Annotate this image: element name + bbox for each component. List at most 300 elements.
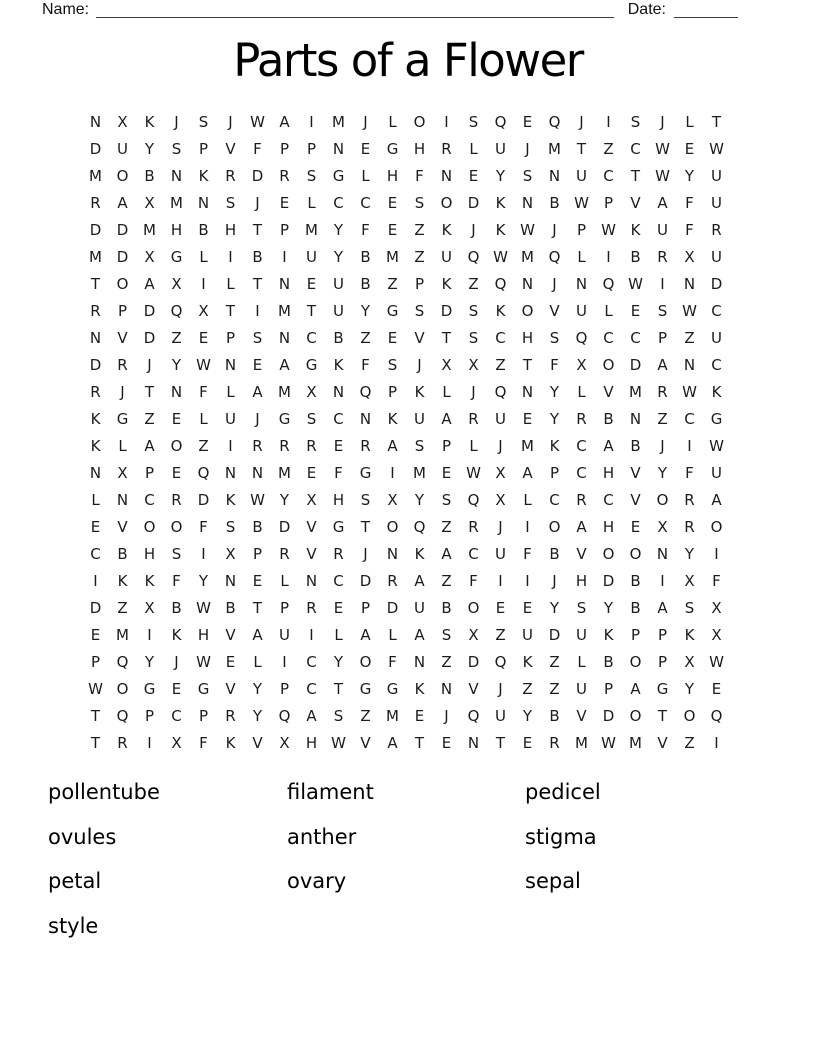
grid-letter: L (253, 653, 262, 671)
grid-letter: E (306, 464, 317, 482)
grid-letter: R (171, 491, 182, 509)
grid-letter: P (603, 680, 614, 698)
grid-letter: C (306, 653, 317, 671)
grid-letter: F (469, 572, 478, 590)
grid-letter: W (601, 734, 616, 752)
grid-letter: O (629, 707, 642, 725)
grid-letter: U (225, 410, 236, 428)
grid-letter: B (360, 248, 371, 266)
grid-letter: U (711, 194, 722, 212)
grid-letter: S (252, 329, 263, 347)
grid-letter: K (630, 221, 641, 239)
grid-letter: I (93, 572, 98, 590)
grid-letter: O (143, 518, 156, 536)
grid-letter: M (89, 167, 102, 185)
grid-letter: B (225, 599, 236, 617)
grid-letter: S (630, 113, 641, 131)
grid-letter: F (550, 356, 559, 374)
grid-letter: G (710, 410, 723, 428)
word-list (48, 779, 745, 957)
grid-letter: X (144, 248, 155, 266)
grid-letter: S (414, 437, 425, 455)
grid-letter: J (363, 545, 368, 563)
word-list-item: sepal (525, 869, 581, 893)
grid-letter: E (90, 626, 101, 644)
grid-letter: I (309, 626, 314, 644)
word-list-empty (287, 913, 525, 958)
grid-letter: A (711, 491, 722, 509)
grid-letter: N (197, 194, 210, 212)
grid-letter: A (252, 383, 263, 401)
grid-letter: L (226, 275, 235, 293)
grid-letter: O (116, 275, 129, 293)
grid-letter: N (332, 140, 345, 158)
grid-letter: N (683, 356, 696, 374)
grid-letter: D (89, 599, 102, 617)
grid-letter: P (198, 707, 209, 725)
grid-letter: O (710, 518, 723, 536)
grid-letter: G (278, 410, 291, 428)
grid-letter: E (387, 194, 398, 212)
grid-letter: N (521, 194, 534, 212)
grid-letter: C (306, 329, 317, 347)
grid-letter: Y (360, 302, 371, 320)
grid-letter: O (386, 518, 399, 536)
grid-letter: E (495, 599, 506, 617)
grid-letter: P (576, 221, 587, 239)
grid-letter: C (333, 194, 344, 212)
grid-letter: T (414, 734, 425, 752)
grid-letter: D (467, 194, 480, 212)
grid-letter: B (252, 248, 263, 266)
grid-letter: H (170, 221, 183, 239)
grid-letter: N (332, 383, 345, 401)
grid-letter: F (199, 734, 208, 752)
grid-letter: X (576, 356, 587, 374)
grid-letter: R (306, 599, 317, 617)
word-list-item: filament (287, 780, 374, 804)
grid-letter: S (225, 518, 236, 536)
grid-letter: K (549, 437, 560, 455)
grid-letter: P (414, 275, 425, 293)
grid-letter: U (495, 545, 506, 563)
grid-letter: H (224, 221, 237, 239)
grid-letter: T (252, 599, 263, 617)
grid-letter: O (116, 680, 129, 698)
grid-letter: C (576, 464, 587, 482)
grid-letter: S (387, 356, 398, 374)
grid-letter: W (520, 221, 535, 239)
grid-letter: Q (359, 383, 372, 401)
grid-letter: Y (333, 248, 344, 266)
grid-letter: G (656, 680, 669, 698)
grid-letter: J (498, 518, 503, 536)
grid-letter: E (171, 410, 182, 428)
grid-letter: F (685, 194, 694, 212)
grid-letter: V (549, 302, 560, 320)
grid-letter: S (468, 302, 479, 320)
grid-letter: Z (522, 680, 533, 698)
grid-letter: K (603, 626, 614, 644)
grid-letter: Q (494, 275, 507, 293)
grid-letter: N (440, 167, 453, 185)
grid-letter: M (116, 626, 129, 644)
grid-letter: D (440, 302, 453, 320)
grid-letter: F (685, 464, 694, 482)
word-list-empty (525, 913, 745, 958)
grid-letter: X (171, 734, 182, 752)
grid-letter: E (333, 599, 344, 617)
grid-letter: Y (684, 167, 695, 185)
grid-letter: X (684, 248, 695, 266)
grid-letter: D (116, 248, 129, 266)
grid-letter: Z (549, 653, 560, 671)
grid-letter: C (468, 545, 479, 563)
grid-letter: I (525, 572, 530, 590)
grid-letter: X (441, 356, 452, 374)
grid-letter: B (630, 572, 641, 590)
grid-letter: E (333, 437, 344, 455)
grid-letter: O (629, 653, 642, 671)
grid-letter: P (90, 653, 101, 671)
grid-letter: S (576, 599, 587, 617)
grid-letter: D (143, 329, 156, 347)
grid-letter: H (575, 572, 588, 590)
grid-letter: G (359, 464, 372, 482)
grid-letter: P (549, 464, 560, 482)
grid-letter: X (144, 599, 155, 617)
grid-letter: K (90, 437, 101, 455)
grid-letter: P (657, 626, 668, 644)
grid-letter: W (250, 113, 265, 131)
grid-letter: N (683, 275, 696, 293)
grid-letter: L (685, 113, 694, 131)
grid-letter: S (171, 545, 182, 563)
grid-letter: G (170, 248, 183, 266)
grid-letter: N (521, 275, 534, 293)
grid-letter: T (495, 734, 506, 752)
grid-letter: I (390, 464, 395, 482)
grid-letter: A (144, 437, 155, 455)
grid-letter: R (117, 734, 128, 752)
grid-letter: R (90, 194, 101, 212)
grid-letter: R (279, 167, 290, 185)
grid-letter: Q (116, 653, 129, 671)
grid-letter: C (711, 302, 722, 320)
grid-letter: E (306, 275, 317, 293)
grid-letter: N (467, 734, 480, 752)
grid-letter: E (387, 221, 398, 239)
grid-letter: R (468, 410, 479, 428)
grid-letter: A (306, 707, 317, 725)
grid-letter: M (521, 248, 534, 266)
grid-letter: A (252, 626, 263, 644)
grid-letter: E (252, 572, 263, 590)
grid-letter: C (171, 707, 182, 725)
grid-letter: T (90, 734, 101, 752)
grid-letter: U (495, 410, 506, 428)
grid-letter: X (144, 194, 155, 212)
grid-letter: I (282, 248, 287, 266)
grid-letter: F (388, 653, 397, 671)
grid-letter: O (413, 113, 426, 131)
grid-letter: O (440, 194, 453, 212)
grid-letter: A (522, 464, 533, 482)
grid-letter: A (414, 572, 425, 590)
grid-letter: M (413, 464, 426, 482)
grid-letter: U (711, 464, 722, 482)
grid-letter: A (657, 599, 668, 617)
grid-letter: X (468, 356, 479, 374)
grid-letter: M (170, 194, 183, 212)
grid-letter: W (628, 275, 643, 293)
grid-letter: K (387, 410, 398, 428)
grid-letter: X (279, 734, 290, 752)
word-list-item: petal (48, 869, 102, 893)
grid-letter: U (117, 140, 128, 158)
grid-letter: Y (252, 680, 263, 698)
grid-letter: I (714, 545, 719, 563)
grid-letter: T (711, 113, 722, 131)
grid-letter: O (170, 437, 183, 455)
grid-letter: W (709, 437, 724, 455)
grid-letter: L (523, 491, 532, 509)
grid-letter: Z (171, 329, 182, 347)
name-blank-line (96, 3, 614, 18)
grid-letter: E (441, 464, 452, 482)
grid-letter: T (657, 707, 668, 725)
grid-letter: O (170, 518, 183, 536)
grid-letter: Y (144, 653, 155, 671)
grid-letter: U (711, 167, 722, 185)
grid-letter: Q (494, 653, 507, 671)
grid-letter: Z (387, 275, 398, 293)
grid-letter: D (89, 356, 102, 374)
grid-letter: M (575, 734, 588, 752)
grid-letter: Y (198, 572, 209, 590)
grid-letter: L (577, 248, 586, 266)
grid-letter: G (332, 518, 345, 536)
grid-letter: R (576, 491, 587, 509)
grid-letter: J (255, 194, 260, 212)
grid-letter: H (143, 545, 156, 563)
grid-letter: I (687, 437, 692, 455)
grid-letter: G (305, 356, 318, 374)
grid-letter: M (629, 734, 642, 752)
grid-letter: S (441, 491, 452, 509)
grid-letter: Y (495, 167, 506, 185)
header-row (42, 1, 738, 18)
grid-letter: B (198, 221, 209, 239)
grid-letter: N (251, 464, 264, 482)
grid-letter: V (117, 518, 128, 536)
grid-letter: J (660, 113, 665, 131)
grid-letter: Q (548, 248, 561, 266)
grid-letter: R (333, 545, 344, 563)
grid-letter: S (225, 194, 236, 212)
grid-letter: K (495, 194, 506, 212)
page-title: Parts of a Flower (233, 34, 583, 87)
grid-letter: Q (494, 383, 507, 401)
grid-letter: E (684, 140, 695, 158)
grid-letter: J (444, 707, 449, 725)
grid-letter: N (89, 329, 102, 347)
grid-letter: C (711, 356, 722, 374)
grid-letter: M (278, 302, 291, 320)
grid-letter: R (279, 437, 290, 455)
grid-letter: D (629, 356, 642, 374)
grid-letter: A (441, 545, 452, 563)
grid-letter: A (441, 410, 452, 428)
grid-letter: L (388, 113, 397, 131)
grid-letter: A (630, 680, 641, 698)
grid-letter: E (252, 356, 263, 374)
grid-letter: A (603, 437, 614, 455)
grid-letter: N (575, 275, 588, 293)
grid-letter: I (606, 248, 611, 266)
grid-letter: J (471, 383, 476, 401)
grid-letter: C (333, 572, 344, 590)
grid-letter: C (630, 140, 641, 158)
grid-letter: J (417, 356, 422, 374)
grid-letter: U (306, 248, 317, 266)
grid-letter: L (118, 437, 127, 455)
grid-letter: G (332, 167, 345, 185)
grid-letter: Z (495, 626, 506, 644)
grid-letter: T (90, 275, 101, 293)
grid-letter: M (305, 221, 318, 239)
grid-letter: W (493, 248, 508, 266)
grid-letter: X (711, 626, 722, 644)
grid-letter: P (603, 194, 614, 212)
grid-letter: K (144, 572, 155, 590)
grid-letter: K (414, 545, 425, 563)
grid-letter: I (660, 275, 665, 293)
grid-letter: R (441, 140, 452, 158)
grid-letter: R (684, 518, 695, 536)
grid-letter: L (199, 248, 208, 266)
grid-letter: R (117, 356, 128, 374)
grid-letter: R (576, 410, 587, 428)
grid-letter: L (469, 140, 478, 158)
grid-letter: K (495, 221, 506, 239)
grid-letter: G (197, 680, 210, 698)
grid-letter: E (522, 113, 533, 131)
grid-letter: V (414, 329, 425, 347)
grid-letter: N (224, 572, 237, 590)
grid-letter: K (522, 653, 533, 671)
grid-letter: J (660, 437, 665, 455)
grid-letter: X (171, 275, 182, 293)
grid-letter: M (143, 221, 156, 239)
grid-letter: T (360, 518, 371, 536)
grid-letter: N (116, 491, 129, 509)
grid-letter: Q (278, 707, 291, 725)
grid-letter: N (386, 545, 399, 563)
grid-letter: M (278, 464, 291, 482)
grid-letter: J (174, 113, 179, 131)
grid-letter: K (441, 221, 452, 239)
grid-letter: H (305, 734, 318, 752)
grid-letter: Y (522, 707, 533, 725)
grid-letter: K (225, 734, 236, 752)
grid-letter: H (602, 518, 615, 536)
grid-letter: N (278, 275, 291, 293)
grid-letter: W (466, 464, 481, 482)
grid-letter: O (656, 491, 669, 509)
grid-letter: J (255, 410, 260, 428)
grid-letter: E (387, 329, 398, 347)
grid-letter: Z (549, 680, 560, 698)
grid-letter: Y (684, 680, 695, 698)
grid-letter: T (576, 140, 587, 158)
grid-letter: Q (170, 302, 183, 320)
grid-letter: U (576, 680, 587, 698)
grid-letter: E (630, 518, 641, 536)
grid-letter: E (522, 410, 533, 428)
grid-letter: U (441, 248, 452, 266)
grid-letter: K (198, 167, 209, 185)
grid-letter: R (90, 302, 101, 320)
grid-letter: C (630, 329, 641, 347)
wordsearch-grid (82, 109, 730, 757)
grid-letter: A (387, 734, 398, 752)
grid-letter: D (467, 653, 480, 671)
grid-letter: U (522, 626, 533, 644)
grid-letter: B (549, 707, 560, 725)
grid-letter: W (655, 140, 670, 158)
grid-letter: B (171, 599, 182, 617)
grid-letter: T (630, 167, 641, 185)
grid-letter: G (386, 680, 399, 698)
grid-letter: Q (710, 707, 723, 725)
grid-letter: A (414, 626, 425, 644)
grid-letter: Z (441, 518, 452, 536)
grid-letter: D (548, 626, 561, 644)
grid-letter: K (225, 491, 236, 509)
word-list-item: style (48, 913, 99, 938)
grid-letter: O (521, 302, 534, 320)
grid-letter: M (629, 383, 642, 401)
grid-letter: Z (657, 410, 668, 428)
grid-letter: E (441, 734, 452, 752)
grid-letter: X (225, 545, 236, 563)
grid-letter: Q (116, 707, 129, 725)
grid-letter: R (657, 248, 668, 266)
grid-letter: Y (333, 221, 344, 239)
grid-letter: O (629, 545, 642, 563)
grid-letter: B (252, 518, 263, 536)
grid-letter: F (253, 140, 262, 158)
grid-letter: V (468, 680, 479, 698)
grid-letter: N (413, 653, 426, 671)
grid-letter: B (549, 545, 560, 563)
grid-letter: V (225, 626, 236, 644)
grid-letter: H (197, 626, 210, 644)
grid-letter: Z (198, 437, 209, 455)
grid-letter: S (657, 302, 668, 320)
grid-letter: F (172, 572, 181, 590)
grid-letter: T (522, 356, 533, 374)
grid-letter: S (522, 167, 533, 185)
grid-letter: W (682, 302, 697, 320)
grid-letter: U (495, 140, 506, 158)
grid-letter: S (414, 194, 425, 212)
grid-letter: W (709, 653, 724, 671)
grid-letter: N (305, 572, 318, 590)
grid-letter: I (444, 113, 449, 131)
grid-letter: L (604, 302, 613, 320)
